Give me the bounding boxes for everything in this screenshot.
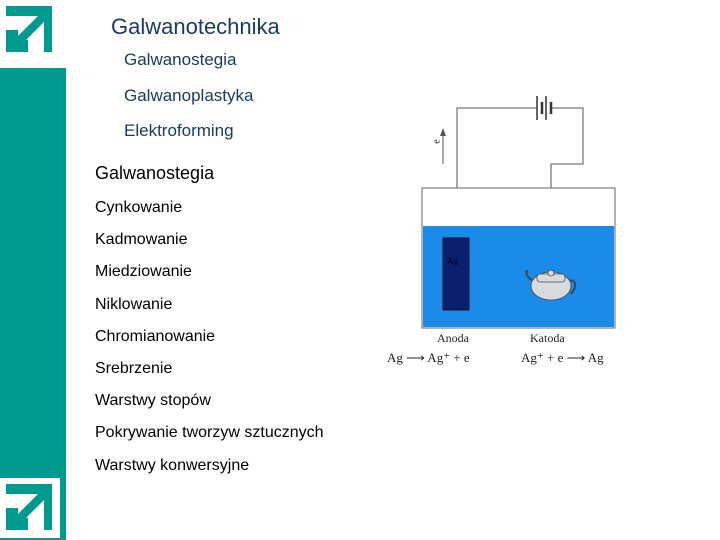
list-item: Cynkowanie xyxy=(95,199,183,216)
anode-label: Anoda xyxy=(437,331,469,345)
accent-band xyxy=(0,68,66,540)
list-item: Warstwy konwersyjne xyxy=(95,456,250,474)
diagram-drawing xyxy=(385,90,640,380)
subtopic-elektroforming: Elektroforming xyxy=(124,121,234,140)
arrow-up-icon xyxy=(440,128,446,136)
electrode-label: Ag xyxy=(447,256,458,266)
subtopic-galwanostegia: Galwanostegia xyxy=(124,50,237,69)
anode-electrode xyxy=(443,238,469,310)
process-list xyxy=(95,198,324,488)
sidebar-strip xyxy=(0,0,66,540)
list-item: Pokrywanie tworzyw sztucznych xyxy=(95,424,324,442)
cathode-label: Katoda xyxy=(530,331,565,345)
electron-label: e xyxy=(431,139,443,144)
cathode-reaction: Ag⁺ + e ⟶ Ag xyxy=(521,350,604,365)
section-heading: Galwanostegia xyxy=(95,163,215,183)
list-item: Chromianowanie xyxy=(95,327,216,345)
list-item: Warstwy stopów xyxy=(95,392,211,410)
list-item: Miedziowanie xyxy=(95,263,192,281)
page-title: Galwanotechnika xyxy=(111,14,280,39)
arrow-up-right-icon xyxy=(0,0,60,60)
list-item: Niklowanie xyxy=(95,295,173,313)
electroplating-diagram xyxy=(385,90,640,380)
subtopic-galwanoplastyka: Galwanoplastyka xyxy=(124,86,254,105)
list-item: Srebrzenie xyxy=(95,359,173,377)
anode-reaction: Ag ⟶ Ag⁺ + e xyxy=(387,350,470,365)
arrow-up-right-icon xyxy=(0,478,60,538)
list-item: Kadmowanie xyxy=(95,231,188,249)
